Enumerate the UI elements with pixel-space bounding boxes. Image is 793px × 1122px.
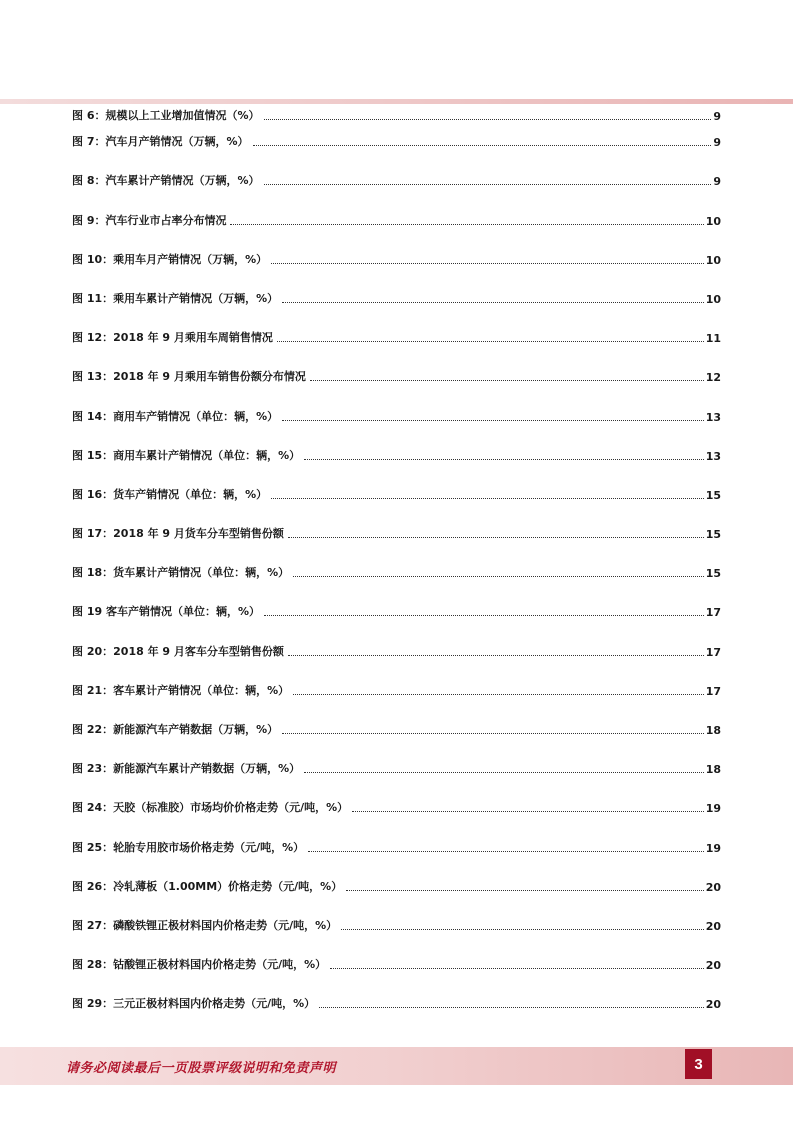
- toc-entry[interactable]: [72, 908, 721, 947]
- toc-entry[interactable]: [72, 790, 721, 829]
- toc-entry-page: 9: [713, 110, 721, 123]
- toc-entry-label: 图 23：新能源汽车累计产销数据（万辆，%）: [72, 762, 301, 776]
- dot-leader: [304, 459, 704, 460]
- dot-leader: [304, 772, 704, 773]
- toc-entry[interactable]: [72, 359, 721, 398]
- page-number: 3: [685, 1049, 712, 1079]
- toc-entry-label: 图 6：规模以上工业增加值情况（%）: [72, 109, 260, 122]
- toc-entry-page: 15: [705, 528, 721, 542]
- dot-leader: [341, 929, 704, 930]
- toc-entry-page: 20: [705, 959, 721, 973]
- toc-entry-page: 19: [705, 802, 721, 816]
- toc-entry[interactable]: [72, 594, 721, 633]
- toc-entry-page: 13: [705, 449, 721, 463]
- toc-entry-label: 图 27：磷酸铁锂正极材料国内价格走势（元/吨，%）: [72, 918, 338, 932]
- toc-entry[interactable]: [72, 986, 721, 1025]
- dot-leader: [288, 537, 704, 538]
- toc-entry[interactable]: [72, 105, 721, 124]
- toc-entry-label: 图 16：货车产销情况（单位：辆，%）: [72, 487, 268, 501]
- dot-leader: [271, 498, 704, 499]
- header-divider: [0, 99, 793, 104]
- toc-entry[interactable]: [72, 947, 721, 986]
- toc-entry[interactable]: [72, 555, 721, 594]
- toc-entry-page: 17: [705, 684, 721, 698]
- toc-entry[interactable]: [72, 633, 721, 672]
- toc-entry-page: 9: [713, 136, 721, 150]
- toc-entry-label: 图 17：2018 年 9 月货车分车型销售份额: [72, 527, 284, 541]
- toc-entry-label: 图 22：新能源汽车产销数据（万辆，%）: [72, 723, 279, 736]
- toc-entry[interactable]: [72, 712, 721, 751]
- toc-entry[interactable]: [72, 124, 721, 163]
- toc-entry-page: 20: [705, 880, 721, 894]
- toc-entry-label: 图 20：2018 年 9 月客车分车型销售份额: [72, 644, 284, 658]
- dot-leader: [264, 615, 704, 616]
- toc-entry-label: 图 28：钴酸锂正极材料国内价格走势（元/吨，%）: [72, 958, 327, 972]
- toc-entry-page: 18: [705, 724, 721, 737]
- toc-entry-page: 10: [705, 253, 721, 267]
- toc-entry-label: 图 19 客车产销情况（单位：辆，%）: [72, 605, 260, 619]
- toc-entry-page: 9: [713, 175, 721, 189]
- toc-entry-page: 10: [705, 214, 721, 228]
- dot-leader: [310, 380, 704, 381]
- toc-entry-label: 图 13：2018 年 9 月乘用车销售份额分布情况: [72, 370, 306, 384]
- toc-entry-page: 15: [705, 567, 721, 581]
- dot-leader: [253, 145, 712, 146]
- dot-leader: [264, 119, 712, 120]
- dot-leader: [293, 576, 704, 577]
- dot-leader: [264, 184, 712, 185]
- toc-entry-label: 图 14：商用车产销情况（单位：辆，%）: [72, 409, 279, 423]
- toc-entry-label: 图 29：三元正极材料国内价格走势（元/吨，%）: [72, 997, 316, 1011]
- toc-entry[interactable]: [72, 673, 721, 712]
- dot-leader: [282, 420, 704, 421]
- dot-leader: [230, 224, 703, 225]
- dot-leader: [352, 811, 704, 812]
- toc-entry[interactable]: [72, 516, 721, 555]
- dot-leader: [271, 263, 704, 264]
- toc-entry-page: 10: [705, 292, 721, 306]
- toc-entry-label: 图 12：2018 年 9 月乘用车周销售情况: [72, 331, 273, 345]
- toc-entry[interactable]: [72, 281, 721, 320]
- dot-leader: [282, 302, 704, 303]
- toc-entry-label: 图 10：乘用车月产销情况（万辆，%）: [72, 252, 268, 266]
- toc-entry-page: 12: [705, 371, 721, 385]
- toc-entry-label: 图 25：轮胎专用胶市场价格走势（元/吨，%）: [72, 840, 305, 854]
- dot-leader: [277, 341, 704, 342]
- toc-entry-page: 17: [705, 645, 721, 659]
- toc-entry[interactable]: [72, 477, 721, 516]
- toc-entry-label: 图 9：汽车行业市占率分布情况: [72, 213, 227, 227]
- toc-entry-page: 20: [705, 998, 721, 1012]
- toc-entry-label: 图 18：货车累计产销情况（单位：辆，%）: [72, 566, 290, 580]
- toc-entry-page: 17: [705, 606, 721, 620]
- toc-entry[interactable]: [72, 398, 721, 437]
- toc-entry-label: 图 11：乘用车累计产销情况（万辆，%）: [72, 291, 279, 305]
- footer-disclaimer: 请务必阅读最后一页股票评级说明和免责声明: [66, 1061, 337, 1076]
- dot-leader: [319, 1007, 704, 1008]
- toc-entry-page: 19: [705, 841, 721, 855]
- toc-entry[interactable]: [72, 869, 721, 908]
- toc-entry-page: 20: [705, 919, 721, 933]
- dot-leader: [308, 851, 704, 852]
- toc-entry-page: 13: [705, 410, 721, 424]
- toc-entry-label: 图 7：汽车月产销情况（万辆，%）: [72, 135, 249, 149]
- toc-entry[interactable]: [72, 242, 721, 281]
- dot-leader: [282, 733, 704, 734]
- toc-entry[interactable]: [72, 163, 721, 202]
- toc-entry[interactable]: [72, 829, 721, 868]
- toc-entry[interactable]: [72, 751, 721, 790]
- toc-entry[interactable]: [72, 202, 721, 241]
- toc-entry-label: 图 24：天胶（标准胶）市场均价价格走势（元/吨，%）: [72, 801, 349, 815]
- dot-leader: [330, 968, 704, 969]
- figure-index-list: [72, 105, 721, 1025]
- dot-leader: [288, 655, 704, 656]
- toc-entry[interactable]: [72, 438, 721, 477]
- toc-entry-page: 15: [705, 488, 721, 502]
- toc-entry-page: 18: [705, 763, 721, 777]
- toc-entry[interactable]: [72, 320, 721, 359]
- toc-entry-page: 11: [705, 332, 721, 346]
- toc-entry-label: 图 8：汽车累计产销情况（万辆，%）: [72, 174, 260, 188]
- dot-leader: [346, 890, 703, 891]
- toc-entry-label: 图 26：冷轧薄板（1.00MM）价格走势（元/吨，%）: [72, 879, 343, 893]
- dot-leader: [293, 694, 704, 695]
- toc-entry-label: 图 15：商用车累计产销情况（单位：辆，%）: [72, 448, 301, 462]
- toc-entry-label: 图 21：客车累计产销情况（单位：辆，%）: [72, 683, 290, 697]
